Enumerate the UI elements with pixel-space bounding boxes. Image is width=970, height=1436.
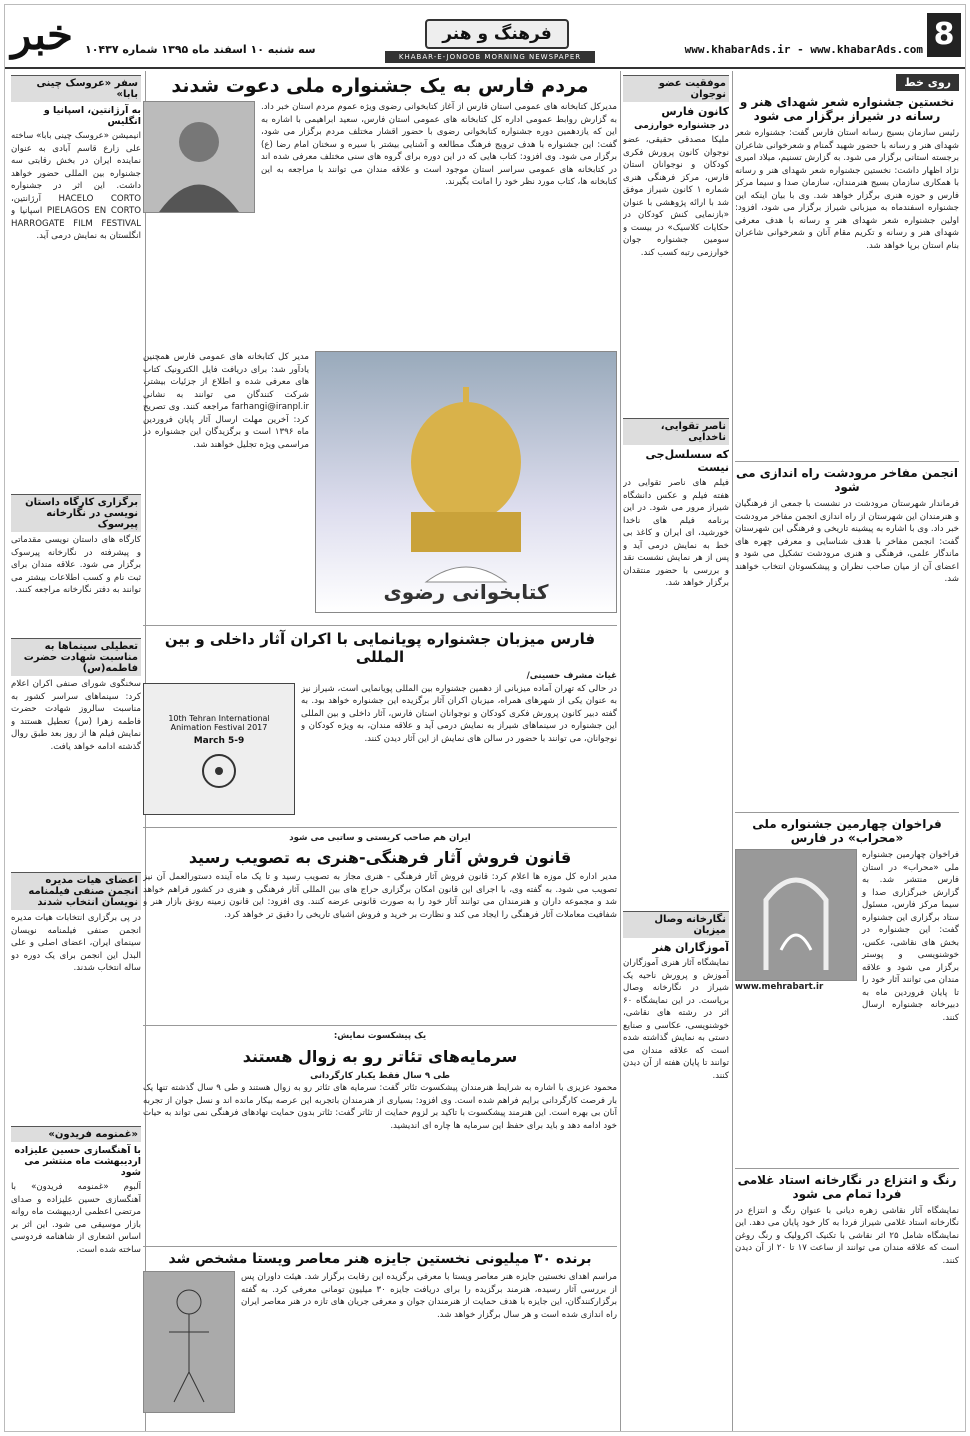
box-subtitle: در جشنواره خوارزمی — [634, 121, 729, 131]
kicker: یک پیشکسوت نمایش: — [333, 1031, 427, 1041]
article-body: فراخوان چهارمین جشنواره ملی «محراب» در استان فارس منتشر شد. به گزارش خبرگزاری صدا و سیما مرکز فارس، مسئول ستاد برگزاری این جشنواره گفت: این جشنواره در بخش های نقاشی، عکس، خوشنویسی و پوستر برگزار می شود و علاقه مندان می توانند آثار خود را تا پایان فروردین ماه به دبیرخانه جشنواره ارسال کنند. — [862, 850, 959, 1023]
column-divider — [620, 71, 621, 1431]
festival-poster — [143, 683, 295, 815]
headline: اعضای هیات مدیره انجمن صنفی فیلمنامه نویسان انتخاب شدند — [11, 872, 141, 910]
byline: غیاث مشرف حسینی/ — [526, 671, 617, 681]
box-tag: موفقیت عضو نوجوان — [623, 75, 729, 102]
razavi-banner — [315, 351, 617, 613]
article-body: محمود عزیزی با اشاره به شرایط هنرمندان پیشکسوت تئاتر گفت: سرمایه های تئاتر رو به زوال هستند و طی ۹ سال گذشته تنها یک بار فرصت کارگردانی برایم فراهم شده است. وی افزود: بسیاری از هنرمندان باتجربه این عرصه بیکار مانده اند و نسل جوان از تجربه آنان بی بهره است. این هنرمند پیشکسوت با تاکید بر لزوم حمایت از تئاتر گفت: تئاتر بدون حمایت نهادهای فرهنگی نمی تواند به حیات خود ادامه دهد و باید برای حفظ این سرمایه ها چاره ای اندیشید. — [143, 1083, 617, 1131]
article-body: فرماندار شهرستان مرودشت در نشست با جمعی از فرهنگیان و هنرمندان این شهرستان از راه اندازی انجمن مفاخر مرودشت خبر داد. وی با اشاره به پیشینه تاریخی و فرهنگی این شهرستان گفت: انجمن مفاخر با هدف شناسایی و معرفی چهره های ماندگار علمی، فرهنگی و هنری مرودشت تشکیل می شود و اعضای آن از میان صاحب نظران و پیشکسوتان انتخاب خواهند شد. — [735, 499, 959, 584]
column-divider — [732, 71, 733, 1431]
shrine-dome-icon — [316, 352, 616, 612]
box-title: کانون فارس — [661, 105, 729, 118]
main-column — [143, 71, 617, 1427]
headline: تعطیلی سینماها به مناسبت شهادت حضرت فاطمه(س) — [11, 638, 141, 676]
article-url[interactable]: www.mehrabart.ir — [735, 982, 824, 992]
article-body: مدیرکل کتابخانه های عمومی استان فارس از آغاز کتابخوانی رضوی ویژه عموم مردم استان خبر داد. به گزارش روابط عمومی اداره کل کتابخانه های عمومی استان فارس، سعید ابراهیمی با اشاره به این که یازدهمین دوره جشنواره کتابخوانی رضوی با حضور اقشار مختلف مردم برگزار می شود، گفت: این جشنواره با هدف ترویج فرهنگ مطالعه و آشنایی بیشتر با سیره و سخنان امام رضا (ع) برگزار می شود. وی افزود: کتاب هایی که در این دوره برای گروه های سنی مختلف معرفی شده اند در کتابخانه های عمومی سراسر استان موجود است و علاقه مندان می توانند با مراجعه به این کتابخانه ها، کتاب مورد نظر خود را امانت بگیرند. — [261, 102, 617, 187]
newspaper-strip: KHABAR-E-JONOOB MORNING NEWSPAPER — [385, 51, 595, 63]
article-body: رئیس سازمان بسیج رسانه استان فارس گفت: جشنواره شعر شهدای هنر و رسانه با حضور شهید گمنام و شعرخوانی شاعران برجسته استانی برگزار می شود. به گزارش تسنیم، میلاد امیری نژاد اظهار داشت: نخستین جشنواره شعر شهدای هنر و رسانه با همکاری سازمان بسیج هنرمندان، سازمان صدا و سیما مرکز فارس و حوزه هنری برگزار خواهد شد. وی با بیان اینکه این جشنواره اسفندماه به میزبانی شیراز برگزار می شود، افزود: اولین جشنواره شعر شهدای هنر و رسانه با هدف معرفی شهدای هنر و رسانه و تکریم مقام آنان و شعرخوانی شاعران بنام استان برپا خواهد شد. — [735, 128, 959, 251]
article-body-continued — [735, 994, 959, 1164]
headline: مردم فارس به یک جشنواره ملی دعوت شدند — [171, 75, 589, 97]
headline: رنگ و انتزاع در نگارخانه استاد غلامی فردا تمام می شود — [737, 1172, 957, 1201]
box-body: فیلم های ناصر تقوایی در هفته فیلم و عکس دانشگاه شیراز مرور می شود. در این برنامه فیلم های ناخدا خورشید، ای ایران و کاغذ بی خط به نمایش درمی آید و پس از هر نمایش نشست نقد و بررسی با حضور منتقدان برگزار خواهد شد. — [623, 478, 729, 588]
headline: برگزاری کارگاه داستان نویسی در نگارخانه پیرسوک — [11, 494, 141, 532]
subheadline: با آهنگسازی حسین علیزاده اردیبهشت ماه منتشر می شود — [14, 1145, 141, 1178]
kicker: ایران هم صاحب کریستی و ساتبی می شود — [289, 832, 471, 843]
headline: «غمنومه فریدون» — [11, 1126, 141, 1142]
subheadline: طی ۹ سال فقط یکبار کارگردانی — [310, 1070, 450, 1081]
newspaper-page — [4, 4, 966, 1432]
website-url[interactable]: www.khabarAds.ir - www.khabarAds.com — [684, 43, 923, 56]
center-column — [623, 71, 729, 1427]
headline: سفر «عروسک چینی بابا» — [11, 75, 141, 102]
headline: سرمایه‌های تئاتر رو به زوال هستند — [242, 1046, 518, 1066]
section-tag: روی خط — [896, 74, 959, 91]
headline: انجمن مفاخر مرودشت راه اندازی می شود — [736, 466, 958, 494]
headline: فارس میزبان جشنواره پویانمایی با اکران آثار داخلی و بین المللی — [164, 630, 596, 666]
article-body: مدیر اداره کل موزه ها اعلام کرد: قانون فروش آثار فرهنگی - هنری مجاز به تصویب رسید و تا یک ماه آینده دستورالعمل آن نیز تصویب می شود. به گفته وی، با اجرای این قانون امکان برگزاری حراج های بین المللی آثار فرهنگی و هنری در کشور فراهم خواهد شد و مجموعه داران و هنرمندان می توانند آثار خود را به صورت قانونی عرضه کنند. وی افزود: این قانون زمینه رونق بازار هنر و شفافیت معاملات آثار فرهنگی را ایجاد می کند و نظارت بر خرید و فروش اشیای تاریخی را دقیق تر خواهد کرد. — [143, 872, 617, 920]
box-title: آموزگاران هنر — [652, 941, 729, 954]
headline: قانون فروش آثار فرهنگی-هنری به تصویب رسید — [188, 848, 572, 867]
left-column — [11, 71, 141, 1427]
poster-dates: March 5-9 — [193, 735, 245, 746]
section-title: فرهنگ و هنر — [425, 19, 569, 49]
banner-text: کتابخوانی رضوی — [383, 580, 549, 604]
author-photo — [143, 101, 255, 213]
box-body: مليكا مصدقی حقیقی، عضو نوجوان کانون پرورش فکری کودکان و نوجوانان استان فارس، مرکز فرهنگی هنری شماره ۱ کانون شیراز موفق شد با ارائه پژوهشی با عنوان «بازنمایی کنش کودکان در حکایات کلاسیک» در بیست و سومین جشنواره جوان خوارزمی رتبه کسب کند. — [623, 135, 729, 258]
subheadline: به آرژانتین، اسپانیا و انگلیس — [43, 105, 141, 127]
box-tag: نگارخانه وصال میزبان — [623, 911, 729, 938]
article-body: در پی برگزاری انتخابات هیات مدیره انجمن صنفی فیلمنامه نویسان سینمای ایران، اعضای اصلی و علی البدل این انجمن برای یک دوره دو ساله انتخاب شدند. — [11, 913, 141, 973]
poster-title: 10th Tehran International Animation Festival 2017 — [168, 713, 270, 732]
mehrab-poster-image — [735, 849, 857, 981]
headline: برنده ۳۰ میلیونی نخستین جایزه هنر معاصر ویستا مشخص شد — [168, 1251, 592, 1267]
person-icon — [144, 102, 254, 212]
article-body: در حالی که تهران آماده میزبانی از دهمین جشنواره بین المللی پویانمایی است، شیراز نیز به عنوان یکی از شهرهای همراه، میزبان اکران آثار برگزیده این جشنواره خواهد بود. به گفته دبیر کانون پرورش فکری کودکان و نوجوانان استان فارس، آثار داخلی و بین المللی این جشنواره در سینماهای شیراز به نمایش درمی آید و علاقه مندان، به ویژه کودکان و نوجوانان، می توانند با حضور در سالن های نمایش از این آثار دیدن کنند. — [301, 683, 617, 744]
box-title: که سسلسل‌جی نیست — [645, 448, 729, 474]
right-column — [735, 71, 959, 1427]
article-body: مراسم اهدای نخستین جایزه هنر معاصر ویستا با معرفی برگزیده این رقابت برگزار شد. هیئت داوران پس از بررسی آثار رسیده، هنرمند برگزیده را برای دریافت جایزه ۳۰ میلیون تومانی معرفی کرد. به گفته برگزارکنندگان، این جایزه با هدف حمایت از هنرمندان جوان و معرفی جریان های تازه در هنر معاصر ایران راه اندازی شده است و هر سال برگزار خواهد شد. — [241, 1272, 617, 1320]
mehrab-calligraphy-icon — [736, 850, 856, 980]
article-body: سخنگوی شورای صنفی اکران اعلام کرد: سینماهای سراسر کشور به مناسبت سالروز شهادت حضرت فاطمه زهرا (س) تعطیل هستند و نمایش فیلم ها از روز بعد طبق روال گذشته ادامه خواهد یافت. — [11, 679, 141, 752]
issue-info: سه شنبه ۱۰ اسفند ماه ۱۳۹۵ شماره ۱۰۴۳۷ — [85, 43, 316, 56]
box-tag: ناصر تقوایی، ناخدایی — [623, 418, 729, 445]
article-body: آلبوم «غمنومه فریدون» با آهنگسازی حسین علیزاده و صدای مرتضی اعظمی اردیبهشت ماه روانه بازار موسیقی می شود. این اثر بر اساس اشعاری از شاهنامه فردوسی ساخته شده است. — [11, 1182, 141, 1255]
article-body: کارگاه های داستان نویسی مقدماتی و پیشرفته در نگارخانه پیرسوک برگزار می شود. علاقه مندان برای ثبت نام و کسب اطلاعات بیشتر می توانند به دفتر نگارخانه مراجعه کنند. — [11, 535, 141, 595]
sketch-figure-icon — [144, 1272, 234, 1412]
masthead — [5, 5, 965, 69]
artwork-image — [143, 1271, 235, 1413]
headline: نخستین جشنواره شعر شهدای هنر و رسانه در شیراز برگزار می شود — [739, 95, 955, 123]
page-number: 8 — [927, 13, 961, 57]
box-body: نمایشگاه آثار هنری آموزگاران آموزش و پرورش ناحیه یک شیراز در نگارخانه وصال برپاست. در این نمایشگاه ۶۰ اثر در رشته های نقاشی، خوشنویسی، عکاسی و صنایع دستی به نمایش گذاشته شده است که علاقه مندان می توانند تا پایان هفته از آن دیدن کنند. — [623, 958, 729, 1081]
article-body: انیمیشن «عروسک چینی بابا» ساخته علی زارع قاسم آبادی به عنوان نماینده ایران در بخش رقابتی سه جشنواره بین المللی حضور خواهد داشت. این اثر در جشنواره HACELO CORTO آرژانتین، PIELAGOS EN CORTO اسپانیا و HARROGATE FILM FESTIVAL انگلستان به نمایش درمی آید. — [11, 131, 141, 241]
article-body: مدیر کل کتابخانه های عمومی فارس همچنین یادآور شد: برای دریافت فایل الکترونیک کتاب های معرفی شده و اطلاع از جزئیات بیشتر، شرکت کنندگان می توانند به نشانی farhangi@iranpl.ir مراجعه کنند. وی تصریح کرد: آخرین مهلت ارسال آثار پایان فروردین ماه ۱۳۹۶ است و برگزیدگان این جشنواره در مراسمی ویژه تجلیل خواهند شد. — [143, 352, 309, 450]
film-reel-icon — [144, 746, 294, 796]
article-body: نمایشگاه آثار نقاشی زهره دیانی با عنوان رنگ و انتزاع در نگارخانه استاد غلامی شیراز فردا به کار خود پایان می دهد. این نمایشگاه شامل ۲۵ اثر نقاشی با تکنیک اکرولیک و رنگ روغن است که علاقه مندان می توانند از ساعت ۱۷ تا ۲۰ از آن دیدن کنند. — [735, 1205, 959, 1266]
headline: فراخوان چهارمین جشنواره ملی «محراب» در فارس — [752, 817, 942, 845]
newspaper-logo: خبر — [11, 10, 73, 59]
